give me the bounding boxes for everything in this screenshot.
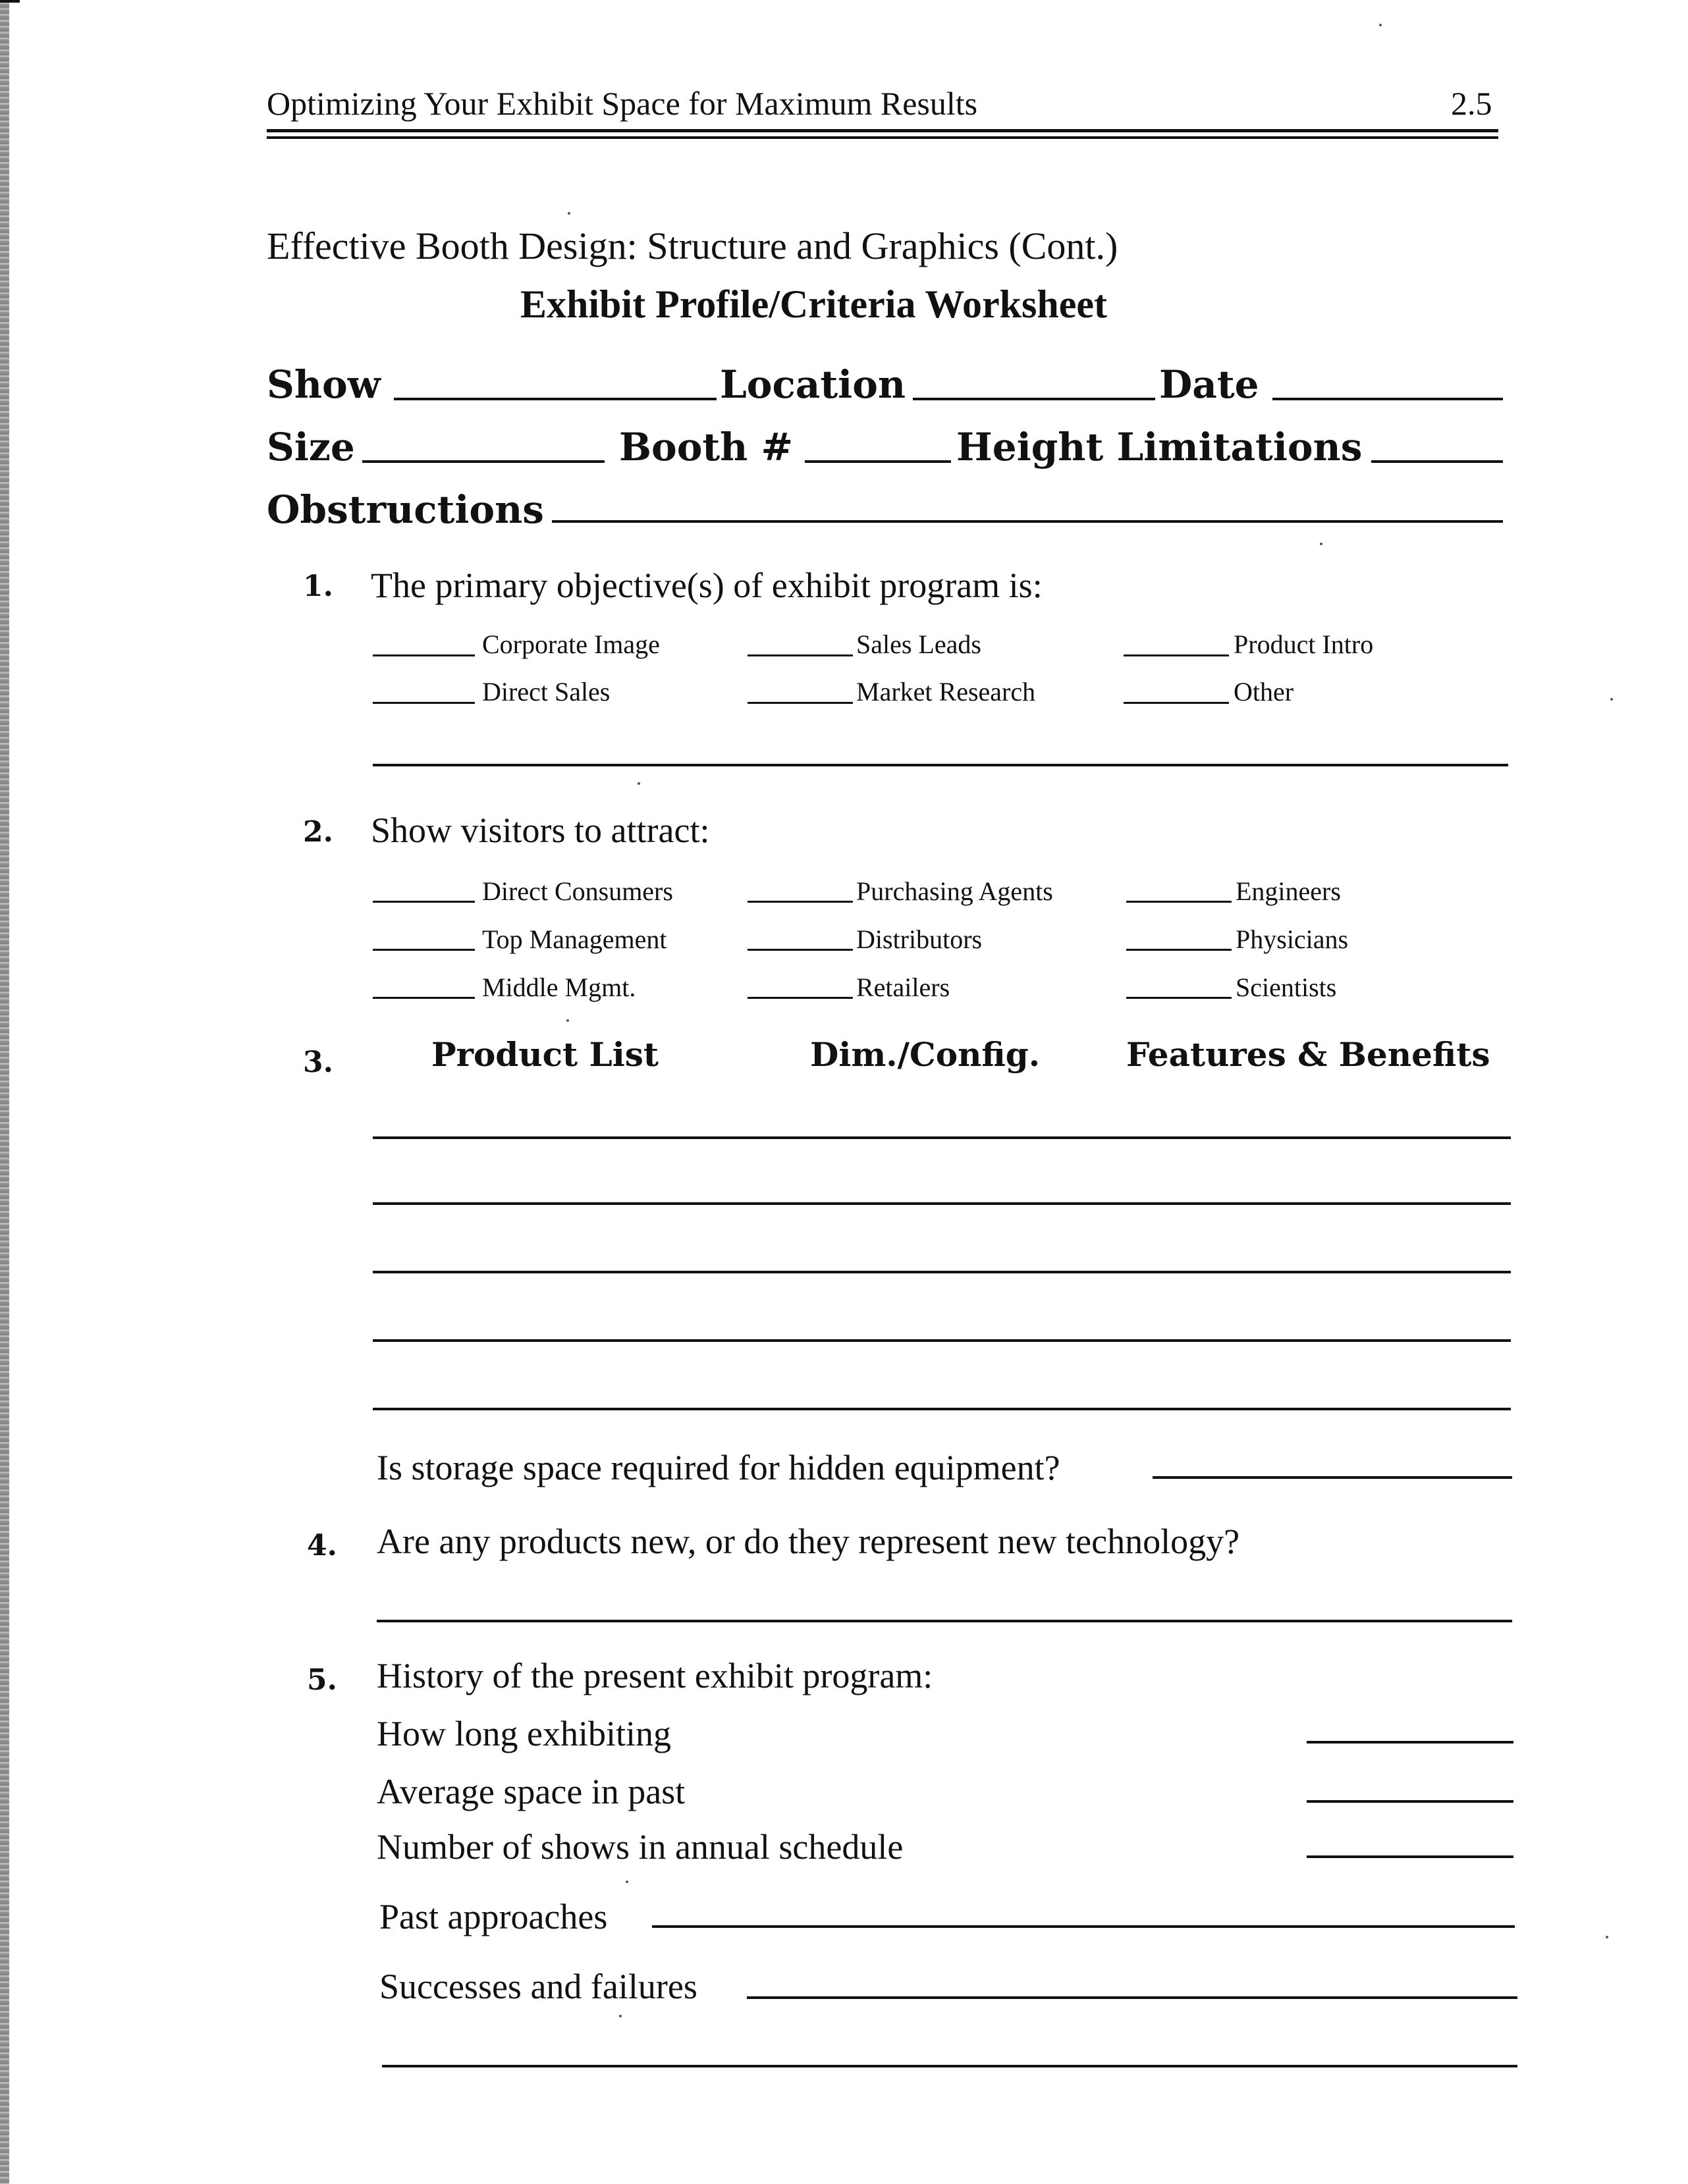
q2-blank-middle-mgmt[interactable] [373,997,475,999]
q2-blank-retailers[interactable] [748,997,853,999]
q5-text: History of the present exhibit program: [377,1656,933,1695]
q4-answer-line[interactable] [377,1620,1512,1622]
label-location: Location [720,362,906,407]
blank-size[interactable] [362,460,605,463]
q1-blank-market-research[interactable] [748,702,853,704]
q2-blank-engineers[interactable] [1126,901,1232,903]
q2-option-engineers: Engineers [1236,876,1341,906]
q2-option-distributors: Distributors [856,924,983,954]
q1-blank-corporate-image[interactable] [373,654,475,656]
q4-number: 4. [307,1529,337,1562]
q2-number: 2. [303,815,333,849]
q3-column-dim-config: Dim./Config. [810,1035,1041,1074]
q2-option-retailers: Retailers [856,972,950,1002]
scan-speck [1320,543,1322,545]
scan-speck [566,1019,569,1022]
q1-option-corporate-image: Corporate Image [482,629,660,659]
q3-product-line-4[interactable] [373,1339,1511,1342]
scan-speck [568,212,570,215]
q5-how-long-label: How long exhibiting [377,1714,671,1753]
worksheet-title: Exhibit Profile/Criteria Worksheet [520,282,1108,326]
q1-option-product-intro: Product Intro [1234,629,1374,659]
q5-successes-label: Successes and failures [379,1967,697,2006]
q5-num-shows-blank[interactable] [1307,1855,1513,1858]
q3-storage-question: Is storage space required for hidden equipment? [377,1448,1060,1487]
q1-option-market-research: Market Research [856,677,1036,706]
q3-product-line-1[interactable] [373,1136,1511,1139]
q2-text: Show visitors to attract: [371,811,710,850]
blank-height-limitations[interactable] [1371,460,1503,463]
q3-column-features-benefits: Features & Benefits [1126,1035,1490,1074]
scan-corner-mark [0,0,20,3]
q2-blank-direct-consumers[interactable] [373,901,475,903]
q5-successes-blank[interactable] [747,1996,1517,1999]
scan-speck [1379,24,1382,26]
q5-past-approaches-label: Past approaches [379,1897,608,1936]
q2-blank-physicians[interactable] [1126,949,1232,951]
label-booth: Booth # [619,425,794,469]
label-height-limitations: Height Limitations [956,425,1363,469]
blank-location[interactable] [913,398,1155,400]
scan-speck [638,782,640,785]
scan-edge-artifact [0,0,9,2184]
q2-option-top-management: Top Management [482,924,667,954]
q5-how-long-blank[interactable] [1307,1741,1513,1744]
q5-extra-line[interactable] [382,2065,1517,2067]
q1-option-direct-sales: Direct Sales [482,677,611,706]
q2-blank-purchasing-agents[interactable] [748,901,853,903]
blank-obstructions[interactable] [552,520,1503,523]
section-heading-suffix: (Cont.) [1008,225,1118,267]
q1-number: 1. [303,570,333,603]
scan-speck [1610,698,1613,701]
q1-option-other: Other [1234,677,1294,706]
q2-option-middle-mgmt: Middle Mgmt. [482,972,636,1002]
section-heading-main: Effective Booth Design: Structure and Graphics [267,225,999,267]
q5-past-approaches-blank[interactable] [652,1925,1515,1928]
q1-blank-product-intro[interactable] [1124,654,1229,656]
q1-text: The primary objective(s) of exhibit program is: [371,566,1043,605]
label-obstructions: Obstructions [267,487,544,532]
q2-blank-scientists[interactable] [1126,997,1232,999]
q2-option-direct-consumers: Direct Consumers [482,876,673,906]
q3-product-line-5[interactable] [373,1408,1511,1410]
header-rule-top [267,129,1498,132]
blank-date[interactable] [1272,398,1503,400]
blank-show[interactable] [394,398,717,400]
q2-option-scientists: Scientists [1236,972,1337,1002]
q3-product-line-3[interactable] [373,1271,1511,1273]
q3-product-line-2[interactable] [373,1202,1511,1205]
q2-option-physicians: Physicians [1236,924,1349,954]
q5-avg-space-blank[interactable] [1307,1800,1513,1803]
q5-number: 5. [307,1663,337,1697]
scan-speck [626,1880,628,1883]
q3-number: 3. [303,1046,333,1079]
blank-booth[interactable] [805,460,951,463]
q2-blank-top-management[interactable] [373,949,475,951]
q1-option-sales-leads: Sales Leads [856,629,981,659]
q5-num-shows-label: Number of shows in annual schedule [377,1827,904,1867]
scan-speck [1606,1936,1608,1938]
q1-blank-other[interactable] [1124,702,1229,704]
q1-blank-sales-leads[interactable] [748,654,853,656]
section-heading [267,224,1118,268]
scan-speck [619,2015,622,2017]
q5-avg-space-label: Average space in past [377,1772,686,1811]
header-rule-bottom [267,136,1498,139]
q1-other-line[interactable] [373,764,1508,766]
running-header-title: Optimizing Your Exhibit Space for Maximum Results [267,85,978,122]
label-date: Date [1159,362,1259,407]
q4-text: Are any products new, or do they represent new technology? [377,1522,1240,1561]
q2-option-purchasing-agents: Purchasing Agents [856,876,1053,906]
q2-blank-distributors[interactable] [748,949,853,951]
page-number: 2.5 [1451,85,1492,122]
q1-blank-direct-sales[interactable] [373,702,475,704]
label-show: Show [267,362,381,407]
q3-column-product-list: Product List [431,1035,659,1074]
q3-storage-blank[interactable] [1153,1476,1512,1479]
label-size: Size [267,425,355,469]
